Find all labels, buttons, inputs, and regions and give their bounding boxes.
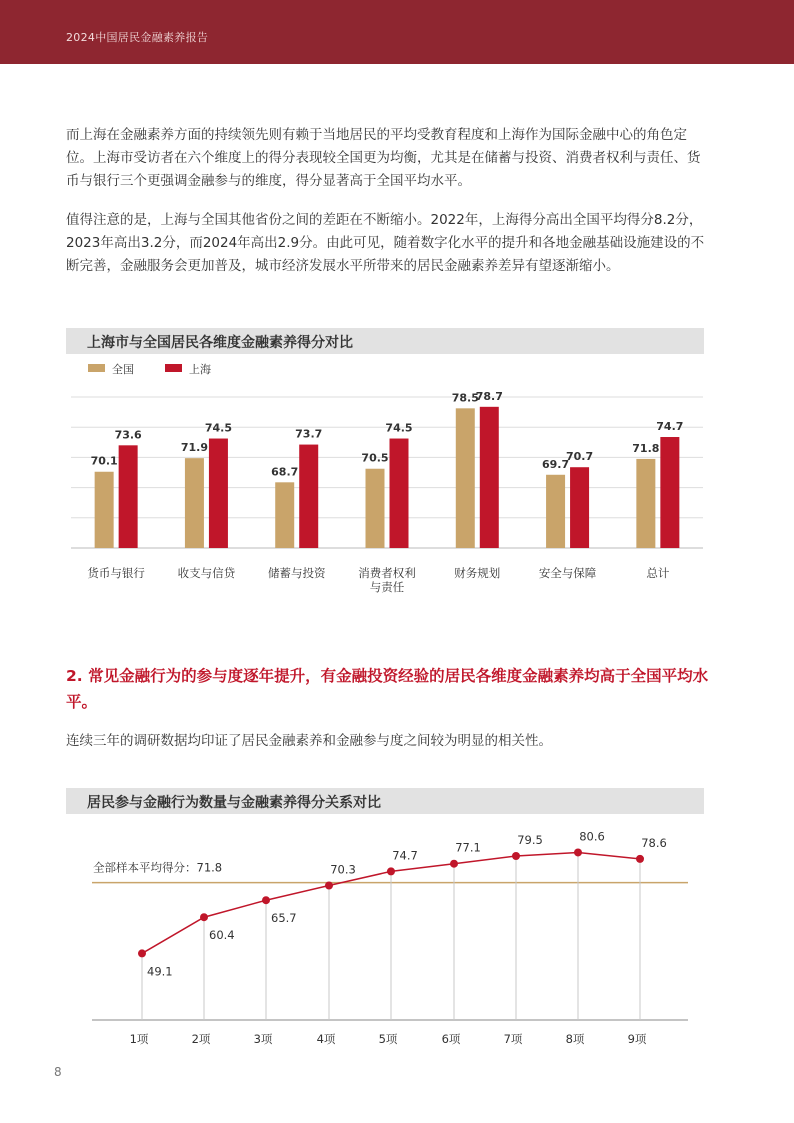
bar-category-label: 消费者权利 bbox=[358, 566, 416, 580]
chart1-title: 上海市与全国居民各维度金融素养得分对比 bbox=[87, 335, 353, 351]
legend-label-national: 全国 bbox=[112, 363, 134, 376]
line-point bbox=[262, 896, 270, 904]
bar-value-label: 70.5 bbox=[361, 451, 389, 465]
paragraph-1: 而上海在金融素养方面的持续领先则有赖于当地居民的平均受教育程度和上海作为国际金融中心的角色定位。上海市受访者在六个维度上的得分表现较全国更为均衡，尤其是在储蓄与投资、消费者权利与责任、货币与银行三个更强调金融参与的维度，得分显著高于全国平均水平。 bbox=[66, 127, 701, 189]
bar-value-label: 71.9 bbox=[180, 441, 208, 455]
report-title: 2024中国居民金融素养报告 bbox=[66, 31, 209, 44]
line-value-label: 49.1 bbox=[147, 964, 173, 979]
bar-category-label: 财务规划 bbox=[454, 566, 501, 580]
line-point bbox=[512, 852, 520, 860]
line-value-label: 65.7 bbox=[271, 911, 297, 926]
line-category-label: 2项 bbox=[191, 1032, 211, 1046]
line-value-label: 78.6 bbox=[641, 835, 667, 850]
bar-value-label: 70.1 bbox=[90, 454, 118, 468]
line-point bbox=[200, 913, 208, 921]
line-point bbox=[138, 949, 146, 957]
average-reference-label: 全部样本平均得分：71.8 bbox=[93, 860, 223, 875]
section-title: 2. 常见金融行为的参与度逐年提升，有金融投资经验的居民各维度金融素养均高于全国平均水平。 bbox=[66, 667, 709, 711]
line-category-label: 8项 bbox=[565, 1032, 585, 1046]
line-value-label: 70.3 bbox=[330, 862, 356, 877]
line-point bbox=[574, 848, 582, 856]
line-category-label: 5项 bbox=[378, 1032, 398, 1046]
line-point bbox=[636, 855, 644, 863]
bar-category-label: 安全与保障 bbox=[538, 566, 597, 580]
bar-value-label: 70.7 bbox=[566, 450, 594, 464]
chart2-title: 居民参与金融行为数量与金融素养得分关系对比 bbox=[87, 795, 381, 811]
line-point bbox=[450, 860, 458, 868]
line-value-label: 79.5 bbox=[517, 833, 543, 848]
bar-value-label: 68.7 bbox=[271, 465, 299, 479]
line-category-label: 7项 bbox=[503, 1032, 523, 1046]
bar-value-label: 74.7 bbox=[656, 420, 684, 434]
line-point bbox=[387, 867, 395, 875]
bar-value-label: 73.6 bbox=[114, 428, 142, 442]
section-intro: 连续三年的调研数据均印证了居民金融素养和金融参与度之间较为明显的相关性。 bbox=[66, 733, 552, 749]
bar-value-label: 74.5 bbox=[204, 421, 232, 435]
line-category-label: 4项 bbox=[316, 1032, 336, 1046]
bar-category-label: 总计 bbox=[646, 566, 670, 580]
line-category-label: 3项 bbox=[253, 1032, 273, 1046]
line-value-label: 74.7 bbox=[392, 848, 418, 863]
bar-value-label: 69.7 bbox=[542, 457, 570, 471]
line-point bbox=[325, 881, 333, 889]
line-category-label: 1项 bbox=[129, 1032, 149, 1046]
line-value-label: 77.1 bbox=[455, 840, 481, 855]
bar-category-label: 与责任 bbox=[369, 580, 405, 594]
bar-category-label: 储蓄与投资 bbox=[267, 566, 326, 580]
bar-category-label: 货币与银行 bbox=[87, 566, 145, 580]
bar-value-label: 71.8 bbox=[632, 441, 660, 455]
paragraph-2: 值得注意的是，上海与全国其他省份之间的差距在不断缩小。2022年，上海得分高出全国平均得分8.2分，2023年高出3.2分，而2024年高出2.9分。由此可见，随着数字化水平的提升和各地金融基础设施建设的不断完善，金融服务会更加普及，城市经济发展水平所带来的居民金融素养差异有望逐渐缩小。 bbox=[66, 212, 705, 274]
bar-value-label: 73.7 bbox=[295, 427, 323, 441]
line-value-label: 80.6 bbox=[579, 829, 605, 844]
line-category-label: 9项 bbox=[627, 1032, 647, 1046]
page-number: 8 bbox=[54, 1065, 62, 1079]
line-value-label: 60.4 bbox=[209, 928, 235, 943]
legend-label-shanghai: 上海 bbox=[189, 363, 211, 376]
line-category-label: 6项 bbox=[441, 1032, 461, 1046]
bar-value-label: 78.5 bbox=[451, 391, 479, 405]
bar-value-label: 78.7 bbox=[475, 389, 503, 403]
bar-value-label: 74.5 bbox=[385, 421, 413, 435]
bar-category-label: 收支与信贷 bbox=[177, 566, 236, 580]
